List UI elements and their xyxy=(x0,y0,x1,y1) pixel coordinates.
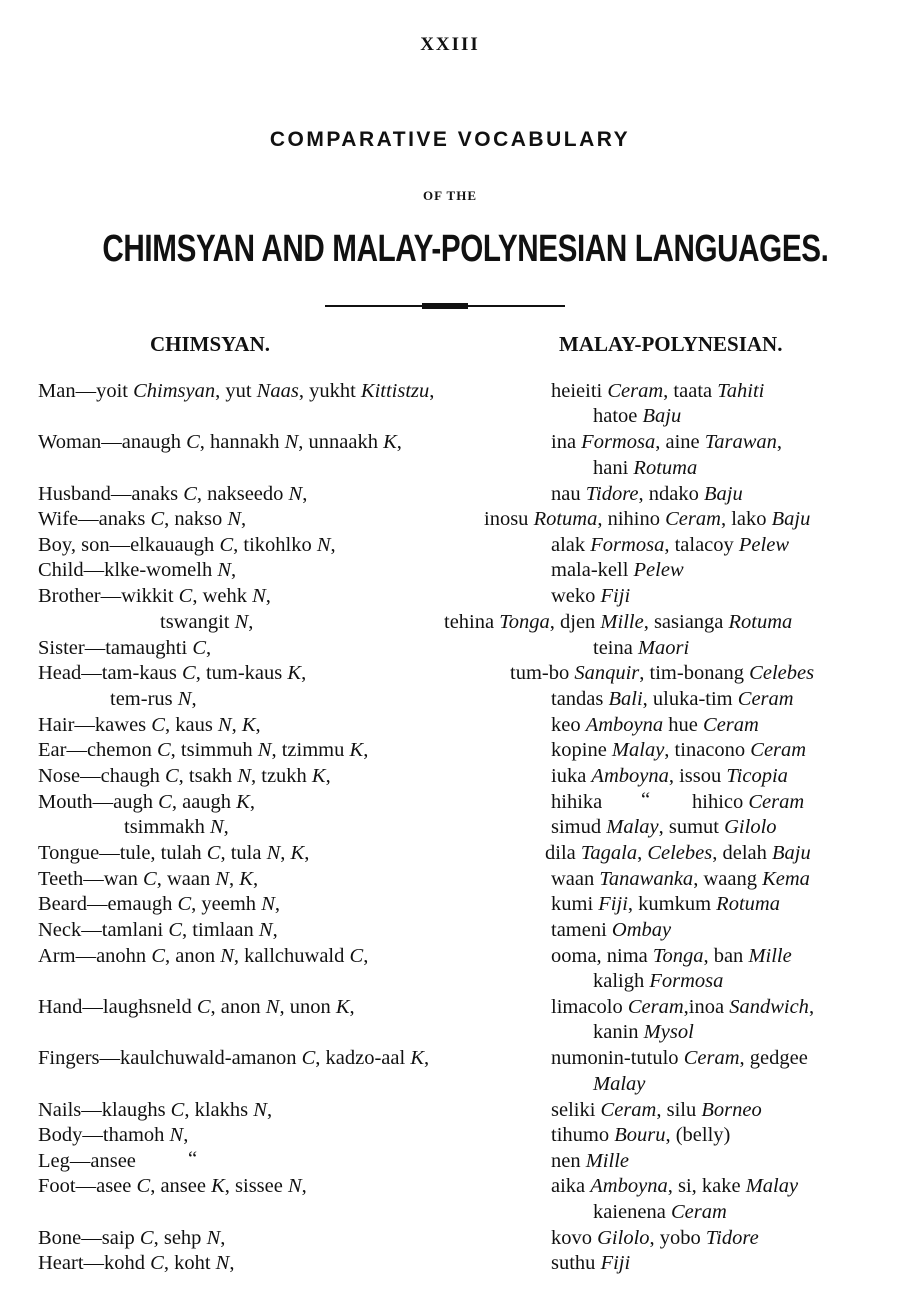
left-line-25: Body—thamoh N, xyxy=(38,1124,189,1146)
right-line-17a: hihika xyxy=(551,791,603,813)
page-number: XXIII xyxy=(420,34,480,55)
right-line-17b: hihico Ceram xyxy=(692,791,805,813)
right-line-23: ooma, nima Tonga, ban Mille xyxy=(551,945,792,967)
title-line-3 xyxy=(0,228,900,271)
left-ditto-mark: “ xyxy=(188,1148,198,1170)
left-line-11: tem-rus N, xyxy=(110,688,197,710)
left-line-2: Woman—anaugh C, hannakh N, unnaakh K, xyxy=(38,431,402,453)
right-line-2: hatoe Baju xyxy=(593,405,682,427)
right-line-24: kaligh Formosa xyxy=(593,970,724,992)
right-line-28: Malay xyxy=(593,1073,646,1095)
left-line-23: Fingers—kaulchuwald-amanon C, kadzo-aal K, xyxy=(38,1047,430,1069)
right-line-22: tameni Ombay xyxy=(551,919,672,941)
right-line-19: dila Tagala, Celebes, delah Baju xyxy=(545,842,811,864)
right-line-31: nen Mille xyxy=(551,1150,629,1172)
right-line-11: teina Maori xyxy=(593,637,690,659)
left-line-5: Boy, son—elkauaugh C, tikohlko N, xyxy=(38,534,336,556)
left-line-4: Wife—anaks C, nakso N, xyxy=(38,508,247,530)
left-line-21: Arm—anohn C, anon N, kallchuwald C, xyxy=(38,945,369,967)
right-line-10: tehina Tonga, djen Mille, sasianga Rotuma xyxy=(444,611,793,633)
right-line-5: nau Tidore, ndako Baju xyxy=(551,483,743,505)
left-line-7: Brother—wikkit C, wehk N, xyxy=(38,585,271,607)
left-line-19: Beard—emaugh C, yeemh N, xyxy=(38,893,280,915)
right-line-20: waan Tanawanka, waang Kema xyxy=(551,868,810,890)
left-line-14: Nose—chaugh C, tsakh N, tzukh K, xyxy=(38,765,331,787)
right-line-21: kumi Fiji, kumkum Rotuma xyxy=(551,893,780,915)
left-line-15: Mouth—augh C, aaugh K, xyxy=(38,791,255,813)
right-line-13: tandas Bali, uluka-tim Ceram xyxy=(551,688,794,710)
right-line-27: numonin-tutulo Ceram, gedgee xyxy=(551,1047,808,1069)
right-line-26: kanin Mysol xyxy=(593,1021,694,1043)
right-line-35: suthu Fiji xyxy=(551,1252,631,1274)
left-line-17: Tongue—tule, tulah C, tula N, K, xyxy=(38,842,310,864)
right-ditto-mark: “ xyxy=(641,789,651,811)
right-line-14: keo Amboyna hue Ceram xyxy=(551,714,759,736)
left-line-1: Man—yoit Chimsyan, yut Naas, yukht Kittistzu, xyxy=(38,380,435,402)
title-line-1: COMPARATIVE VOCABULARY xyxy=(269,128,631,151)
right-line-12: tum-bo Sanquir, tim-bonang Celebes xyxy=(510,662,815,684)
ornamental-rule xyxy=(325,304,565,307)
right-line-16: iuka Amboyna, issou Ticopia xyxy=(551,765,788,787)
left-line-12: Hair—kawes C, kaus N, K, xyxy=(38,714,261,736)
right-line-32: aika Amboyna, si, kake Malay xyxy=(551,1175,799,1197)
left-line-24: Nails—klaughs C, klakhs N, xyxy=(38,1099,273,1121)
left-line-18: Teeth—wan C, waan N, K, xyxy=(38,868,259,890)
left-line-3: Husband—anaks C, nakseedo N, xyxy=(38,483,308,505)
right-line-3: ina Formosa, aine Tarawan, xyxy=(551,431,783,453)
right-line-1: heieiti Ceram, taata Tahiti xyxy=(551,380,765,402)
right-line-4: hani Rotuma xyxy=(593,457,698,479)
left-line-6: Child—klke-womelh N, xyxy=(38,559,237,581)
right-line-33: kaienena Ceram xyxy=(593,1201,727,1223)
right-line-30: tihumo Bouru, (belly) xyxy=(551,1124,731,1146)
right-column-heading: MALAY-POLYNESIAN. xyxy=(559,332,783,356)
right-line-15: kopine Malay, tinacono Ceram xyxy=(551,739,807,761)
left-line-20: Neck—tamlani C, timlaan N, xyxy=(38,919,278,941)
left-line-13: Ear—chemon C, tsimmuh N, tzimmu K, xyxy=(38,739,369,761)
title-line-3-text: CHIMSYAN AND MALAY-POLYNESIAN LANGUAGES. xyxy=(102,228,829,270)
right-line-34: kovo Gilolo, yobo Tidore xyxy=(551,1227,759,1249)
left-line-27: Foot—asee C, ansee K, sissee N, xyxy=(38,1175,307,1197)
left-line-29: Heart—kohd C, koht N, xyxy=(38,1252,235,1274)
left-line-8: tswangit N, xyxy=(160,611,254,633)
left-line-26: Leg—ansee xyxy=(38,1150,136,1172)
left-line-9: Sister—tamaughti C, xyxy=(38,637,212,659)
left-line-16: tsimmakh N, xyxy=(124,816,229,838)
right-line-18: simud Malay, sumut Gilolo xyxy=(551,816,777,838)
right-line-29: seliki Ceram, silu Borneo xyxy=(551,1099,762,1121)
right-line-7: alak Formosa, talacoy Pelew xyxy=(551,534,789,556)
right-line-6: inosu Rotuma, nihino Ceram, lako Baju xyxy=(484,508,811,530)
right-line-8: mala-kell Pelew xyxy=(551,559,684,581)
rule-center-bar xyxy=(422,303,468,309)
right-line-9: weko Fiji xyxy=(551,585,631,607)
left-line-28: Bone—saip C, sehp N, xyxy=(38,1227,226,1249)
left-line-10: Head—tam-kaus C, tum-kaus K, xyxy=(38,662,307,684)
left-line-22: Hand—laughsneld C, anon N, unon K, xyxy=(38,996,355,1018)
right-line-25: limacolo Ceram,inoa Sandwich, xyxy=(551,996,815,1018)
left-column-heading: CHIMSYAN. xyxy=(150,332,270,356)
title-line-2: OF THE xyxy=(422,188,478,203)
